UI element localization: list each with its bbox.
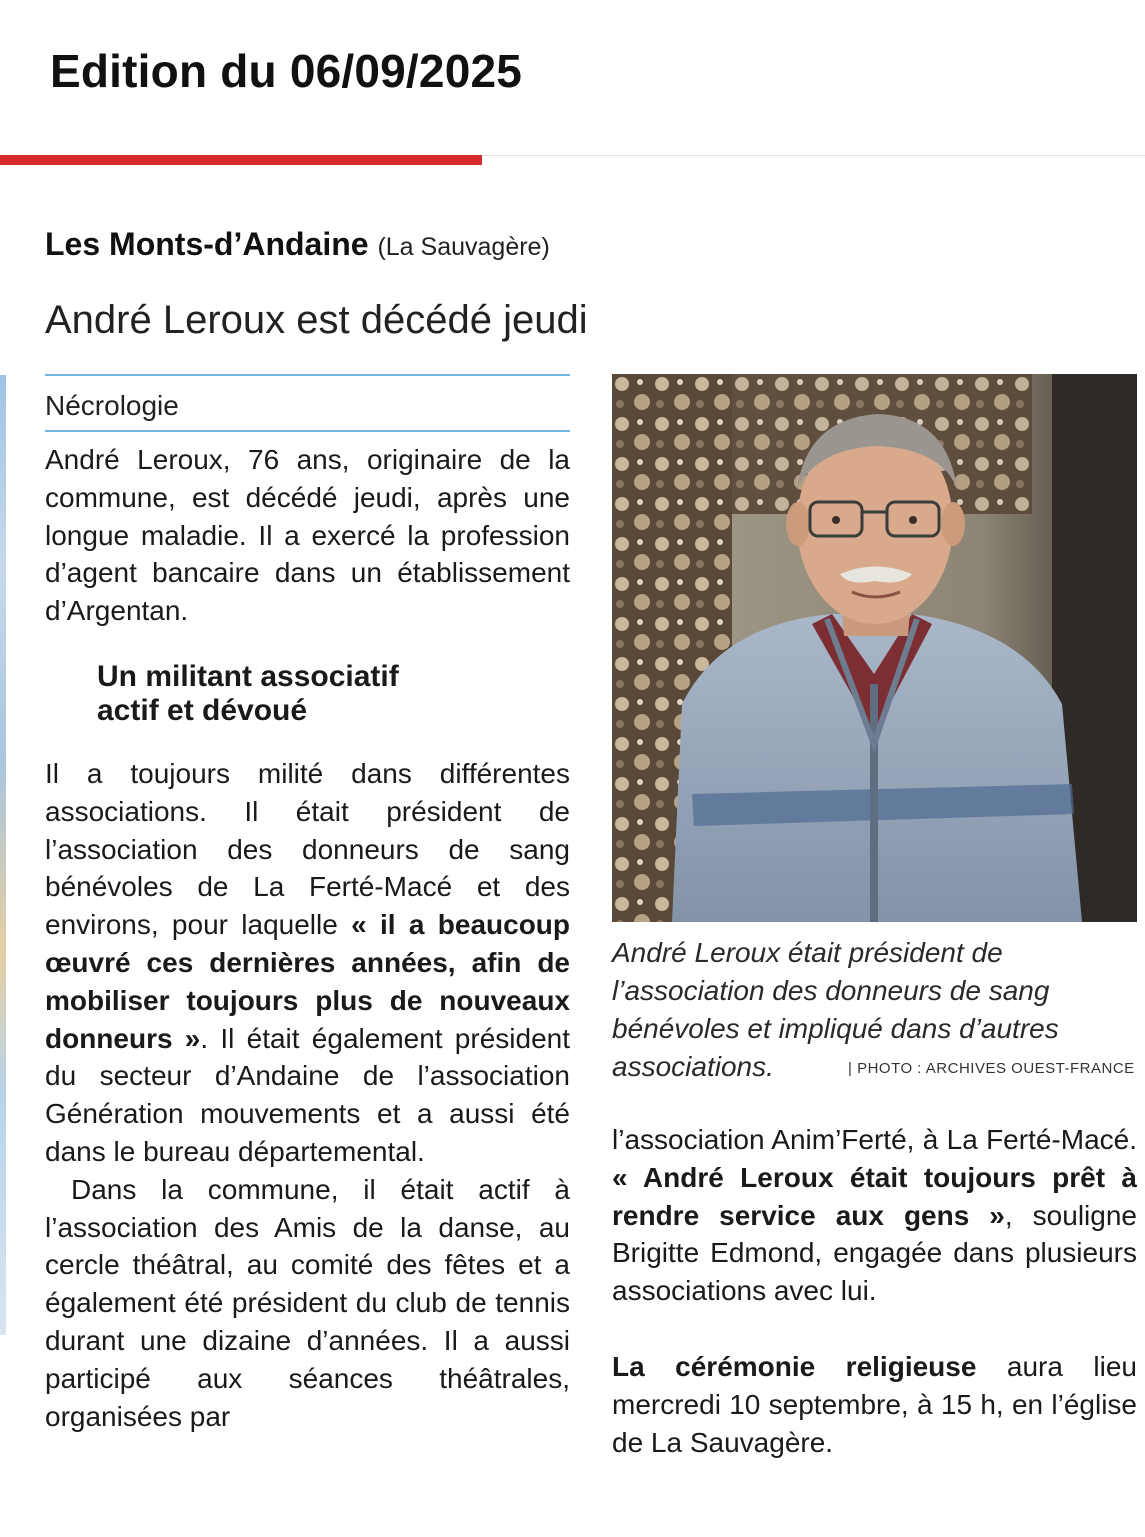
location-name: Les Monts-d’Andaine [45,226,369,262]
ceremony-label: La cérémonie religieuse [612,1350,977,1382]
caption-text: André Leroux était président de l’association des donneurs de sang bénévoles et impliqué dans d’autres associations. [612,937,1059,1082]
subheading-line2: actif et dévoué [97,693,308,727]
location-sub: (La Sauvagère) [377,233,550,261]
adjacent-page-edge [0,375,6,1335]
red-accent-bar [0,155,482,165]
edition-date: Edition du 06/09/2025 [50,45,523,97]
p2-quote: « il a beaucoup œuvré ces dernières années, afin de mobiliser toujours plus de nouveaux donneurs » [45,909,571,1054]
p2-text-end: . Il était également président du secteur d’Andaine de l’association Génération mouvements et a aussi été dans le bureau départemental. [45,1022,570,1167]
p2-text-start: Il a toujours milité dans différentes associations. Il était président de l’association des donneurs de sang bénévoles de La Ferté-Macé et des environs, pour laquelle [45,757,570,941]
p3c-text-end: , souligne Brigitte Edmond, engagée dans plusieurs associations avec lui. [612,1199,1137,1307]
top-bar [0,0,1145,156]
article-location [45,226,550,263]
paragraph-4 [612,1348,1137,1461]
p3c-text-start: l’association Anim’Ferté, à La Ferté-Macé. [612,1124,1137,1155]
article-headline: André Leroux est décédé jeudi [45,298,588,342]
article-column-right [612,1121,1137,1461]
intro-paragraph: André Leroux, 76 ans, originaire de la commune, est décédé jeudi, après une longue maladie. Il a exercé la profession d’agent bancaire dans un établissement d’Argentan. [45,444,570,627]
subheading-line1: Un militant associatif [97,659,399,693]
paragraph-3: Dans la commune, il était actif à l’association des Amis de la danse, au cercle théâtral, au comité des fêtes et a également été président du club de tennis durant une dizaine d’années. Il a aussi participé aux séances théâtrales, organisées par [45,1173,570,1432]
p3c-quote: « André Leroux était toujours prêt à rendre service aux gens » [612,1161,1137,1231]
portrait-image [612,374,1137,922]
article-column-left [45,441,570,1435]
rubric-label: Nécrologie [45,390,179,421]
paragraph-2 [45,755,570,1171]
photo-credit: | PHOTO : ARCHIVES OUEST-FRANCE [848,1060,1135,1077]
portrait-photo [612,374,1137,922]
rubric-box [45,374,570,432]
subheading [97,660,570,728]
paragraph-3-continued [612,1121,1137,1310]
ceremony-details: aura lieu mercredi 10 septembre, à 15 h, en l’église de La Sauvagère. [612,1350,1137,1458]
